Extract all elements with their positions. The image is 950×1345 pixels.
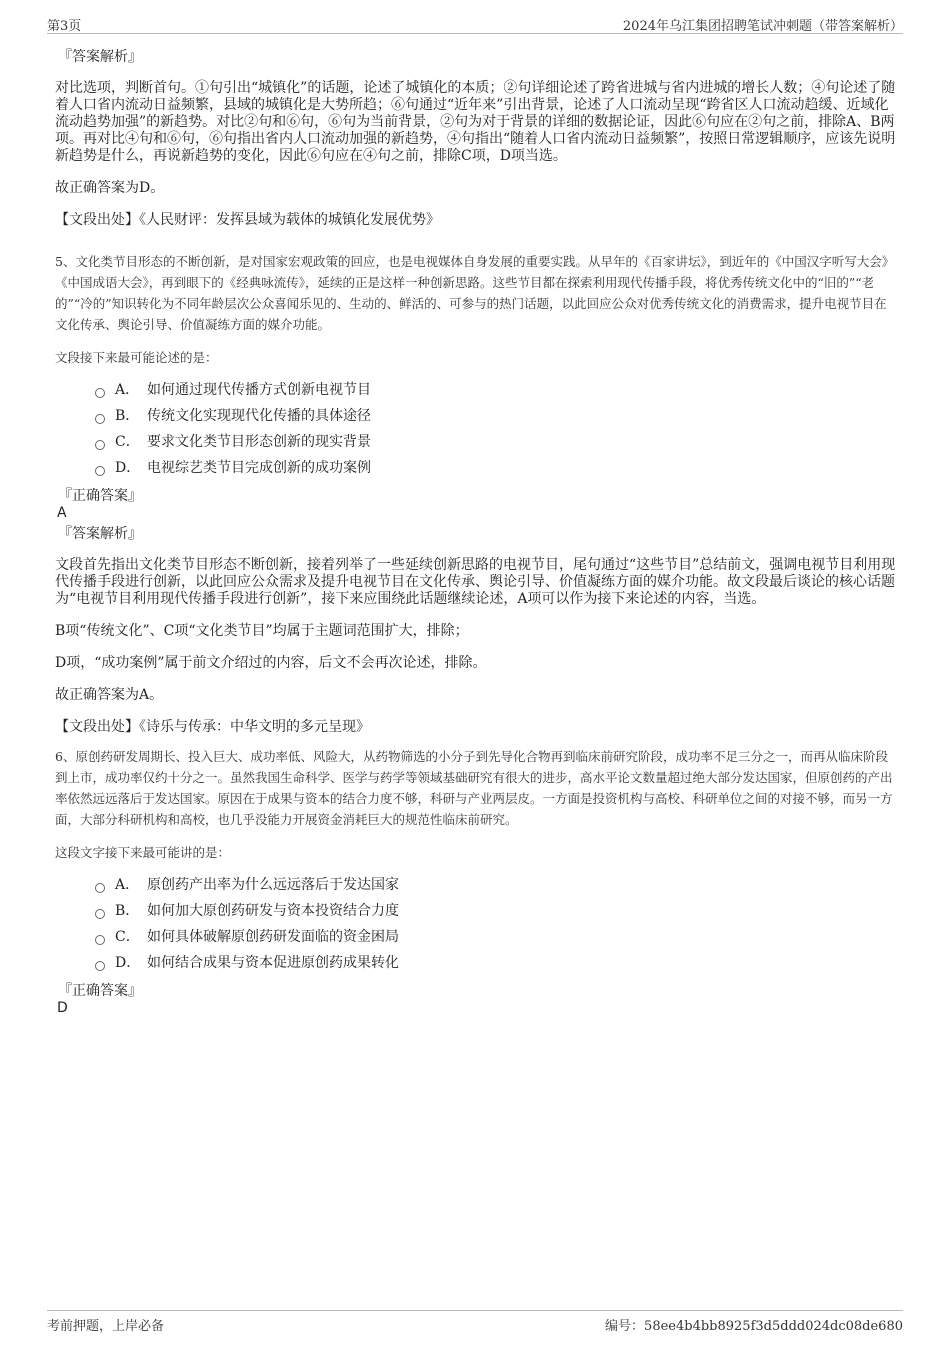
footer-slogan: 考前押题，上岸必备 xyxy=(47,1319,165,1334)
radio-icon[interactable] xyxy=(95,935,105,945)
q4-analysis-paragraph: 对比选项，判断首句。①句引出“城镇化”的话题，论述了城镇化的本质；②句详细论述了跨省进城与省内进城的增长人数；④句论述了随着人口省内流动日益频繁，县域的城镇化是大势所趋；⑥句通过“近年来”引出背景，论述了人口流动呈现“跨省区人口流动趋缓、近域化流动趋势加强”的新趋势。对比②句和⑥句，⑥句为当前背景，②句为对于背景的详细的数据论证，因此⑥句应在②句之前，排除A、B两项。再对比④句和⑥句，⑥句指出省内人口流动加强的新趋势，④句指出“随着人口省内流动日益频繁”，按照日常逻辑顺序，应该先说明新趋势是什么，再说新趋势的变化，因此⑥句应在④句之前，排除C项，D项当选。 xyxy=(55,80,896,164)
q5-option-d[interactable]: D． 电视综艺类节目完成创新的成功案例 xyxy=(95,455,897,481)
radio-icon[interactable] xyxy=(95,961,105,971)
radio-icon[interactable] xyxy=(95,466,105,476)
q5-analysis-label: 『答案解析』 xyxy=(58,526,142,542)
q5-option-a[interactable]: A． 如何通过现代传播方式创新电视节目 xyxy=(95,377,897,403)
q6-option-a[interactable]: A． 原创药产出率为什么远远落后于发达国家 xyxy=(95,872,897,898)
q5-options xyxy=(95,377,897,481)
radio-icon[interactable] xyxy=(95,388,105,398)
q5-option-c[interactable]: C． 要求文化类节目形态创新的现实背景 xyxy=(95,429,897,455)
radio-icon[interactable] xyxy=(95,414,105,424)
q6-answer-label: 『正确答案』 xyxy=(58,983,142,999)
q5-source: 【文段出处】《诗乐与传承：中华文明的多元呈现》 xyxy=(55,719,370,735)
q6-option-b[interactable]: B． 如何加大原创药研发与资本投资结合力度 xyxy=(95,898,897,924)
q5-question: 文段接下来最可能论述的是： xyxy=(55,350,218,365)
q4-source: 【文段出处】《人民财评：发挥县域为载体的城镇化发展优势》 xyxy=(55,212,440,228)
q5-option-b[interactable]: B． 传统文化实现现代化传播的具体途径 xyxy=(95,403,897,429)
q4-analysis-label: 『答案解析』 xyxy=(58,49,142,65)
q5-analysis-paragraph: 文段首先指出文化类节目形态不断创新，接着列举了一些延续创新思路的电视节目，尾句通过“这些节目”总结前文，强调电视节目利用现代传播手段进行创新，以此回应公众需求及提升电视节目在文化传承、舆论引导、价值凝练方面的媒介功能。故文段最后谈论的核心话题为“电视节目利用现代传播手段进行创新”，接下来应围绕此话题继续论述，A项可以作为接下来论述的内容，当选。 xyxy=(55,557,896,607)
q6-stem: 6、原创药研发周期长、投入巨大、成功率低、风险大，从药物筛选的小分子到先导化合物再到临床前研究阶段，成功率不足三分之一，而再从临床阶段到上市，成功率仅约十分之一。虽然我国生命科学、医学与药学等领域基础研究有很大的进步，高水平论文数量超过绝大部分发达国家，但原创药的产出率依然远远落后于发达国家。原因在于成果与资本的结合力度不够，科研与产业两层皮。一方面是投资机构与高校、科研单位之间的对接不够，而另一方面，大部分科研机构和高校，也几乎没能力开展资金消耗巨大的规范性临床前研究。 xyxy=(55,749,893,827)
q6-option-d[interactable]: D． 如何结合成果与资本促进原创药成果转化 xyxy=(95,950,897,976)
q5-analysis-d: D项，“成功案例”属于前文介绍过的内容，后文不会再次论述，排除。 xyxy=(55,655,487,671)
q5-analysis-conclusion: 故正确答案为A。 xyxy=(55,687,164,703)
page-header xyxy=(47,13,903,34)
q6-answer: D xyxy=(57,1000,68,1016)
document-title: 2024年乌江集团招聘笔试冲刺题（带答案解析） xyxy=(622,19,903,34)
radio-icon[interactable] xyxy=(95,909,105,919)
q5-analysis-b-c: B项“传统文化”、C项“文化类节目”均属于主题词范围扩大，排除； xyxy=(55,623,469,639)
document-id: 编号：58ee4b4bb8925f3d5ddd024dc08de680 xyxy=(605,1319,903,1334)
q6-options xyxy=(95,872,897,976)
page-footer xyxy=(47,1310,903,1333)
radio-icon[interactable] xyxy=(95,440,105,450)
q6-option-c[interactable]: C． 如何具体破解原创药研发面临的资金困局 xyxy=(95,924,897,950)
q5-answer: A xyxy=(57,505,67,521)
page-number: 第3页 xyxy=(47,19,82,34)
page-content xyxy=(55,46,897,1016)
q5-answer-label: 『正确答案』 xyxy=(58,488,142,504)
radio-icon[interactable] xyxy=(95,883,105,893)
q6-question: 这段文字接下来最可能讲的是： xyxy=(55,845,231,860)
q5-stem: 5、文化类节目形态的不断创新，是对国家宏观政策的回应，也是电视媒体自身发展的重要实践。从早年的《百家讲坛》，到近年的《中国汉字听写大会》《中国成语大会》，再到眼下的《经典咏流传》，延续的正是这样一种创新思路。这些节目都在探索利用现代传播手段，将优秀传统文化中的“旧的”“老的”“冷的”知识转化为不同年龄层次公众喜闻乐见的、生动的、鲜活的、可参与的热门话题，以此回应公众对优秀传统文化的消费需求，提升电视节目在文化传承、舆论引导、价值凝练方面的媒介功能。 xyxy=(55,254,895,332)
q4-analysis-conclusion: 故正确答案为D。 xyxy=(55,180,165,196)
